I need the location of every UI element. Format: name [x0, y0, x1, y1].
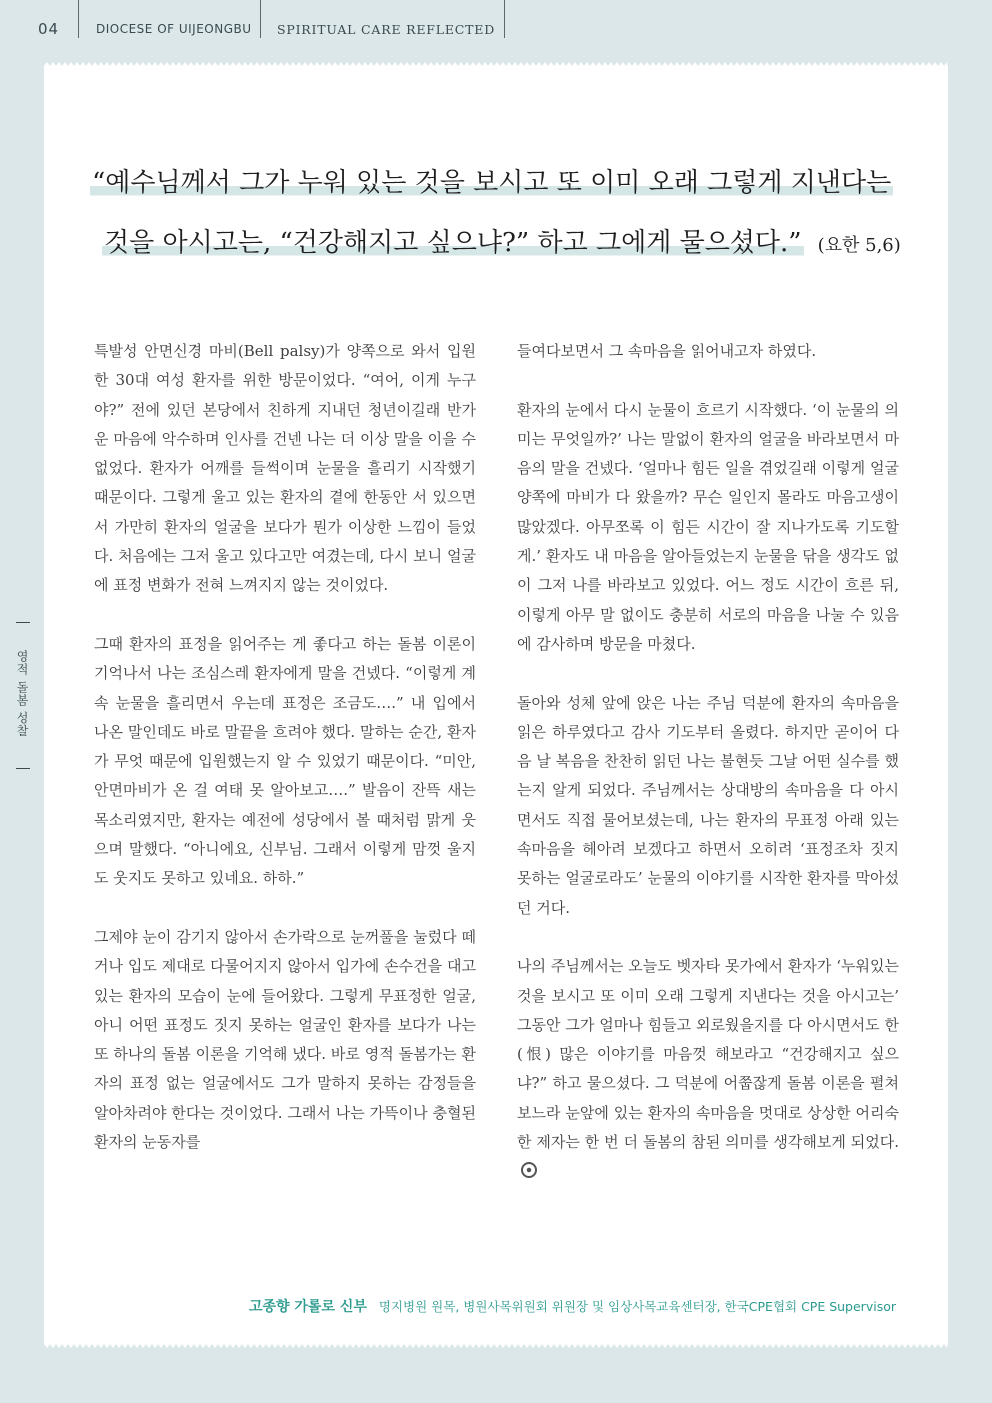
- page-number: 04: [38, 20, 60, 38]
- quote-line-1: [90, 150, 893, 216]
- paper-bottom-edge: [44, 1342, 948, 1350]
- paragraph: 돌아와 성체 앞에 앉은 나는 주님 덕분에 환자의 속마음을 읽은 하루였다고 감사 기도부터 올렸다. 하지만 곧이어 다음 날 복음을 찬찬히 읽던 나는 불현듯 그날 어떤 실수를 했는지 알게 되었다. 주님께서는 상대방의 속마음을 다 아시면서도 직접 물어보셨는데, 나는 환자의 무표정 아래 있는 속마음을 헤아려 보겠다고 하면서 오히려 ‘표정조차 짓지 못하는 얼굴로라도’ 눈물의 이야기를 시작한 환자를 막아섰던 거다.: [517, 693, 899, 917]
- section-name: SPIRITUAL CARE REFLECTED: [277, 22, 496, 37]
- page-header: [0, 0, 992, 40]
- paragraph: 특발성 안면신경 마비(Bell palsy)가 양쪽으로 와서 입원한 30대 여성 환자를 위한 방문이었다. “여어, 이게 누구야?” 전에 있던 본당에서 친하게 지내던 청년이길래 반가운 마음에 악수하며 인사를 건넨 나는 더 이상 말을 이을 수 없었다. 환자가 어깨를 들썩이며 눈물을 흘리기 시작했기 때문이다. 그렇게 울고 있는 환자의 곁에 한동안 서 있으면서 가만히 환자의 얼굴을 보다가 뭔가 이상한 느낌이 들었다. 처음에는 그저 울고 있다고만 여겼는데, 다시 보니 얼굴에 표정 변화가 전혀 느껴지지 않는 것이었다.: [94, 342, 476, 595]
- end-mark-icon: [521, 1162, 537, 1178]
- quote-text: 것을 아시고는, “건강해지고 싶으냐?” 하고 그에게 물으셨다.”: [104, 228, 802, 258]
- paragraph-last: [517, 952, 899, 1186]
- side-dash: [16, 622, 30, 623]
- paragraph: 그때 환자의 표정을 읽어주는 게 좋다고 하는 돌봄 이론이 기억나서 나는 조심스레 환자에게 말을 건넸다. “이렇게 계속 눈물을 흘리면서 우는데 표정은 조금도….” 내 입에서 나온 말인데도 바로 말끝을 흐려야 했다. 말하는 순간, 환자가 무엇 때문에 입원했는지 알 수 있었기 때문이다. “미안, 안면마비가 온 걸 여태 못 알아보고….” 발음이 잔뜩 새는 목소리였지만, 환자는 예전에 성당에서 볼 때처럼 맑게 웃으며 말했다. “아니에요, 신부님. 그래서 이렇게 맘껏 울지도 웃지도 못하고 있네요. 하하.”: [94, 634, 476, 888]
- header-divider: [260, 0, 261, 38]
- paragraph: 그제야 눈이 감기지 않아서 손가락으로 눈꺼풀을 눌렀다 떼거나 입도 제대로 다물어지지 않아서 입가에 손수건을 대고 있는 환자의 모습이 눈에 들어왔다. 그렇게 무표정한 얼굴, 아니 어떤 표정도 짓지 못하는 얼굴인 환자를 보다가 나는 또 하나의 돌봄 이론을 기억해 냈다. 바로 영적 돌봄가는 환자의 표정 없는 얼굴에서도 그가 말하지 못하는 감정들을 알아차려야 한다는 것이었다. 그래서 나는 가뜩이나 충혈된 환자의 눈동자를: [94, 927, 476, 1152]
- paragraph: 들여다보면서 그 속마음을 읽어내고자 하였다.: [517, 342, 817, 360]
- author-role: 명지병원 원목, 병원사목위원회 위원장 및 임상사목교육센터장, 한국CPE협회 CPE Supervisor: [378, 1299, 896, 1314]
- side-section-label: [12, 622, 34, 772]
- side-dash: [16, 768, 30, 769]
- publication-name: DIOCESE OF UIJEONGBU: [96, 22, 252, 36]
- side-label-text: 영적 돌봄 성찰: [15, 650, 29, 738]
- quote-line-2: [102, 210, 901, 279]
- author-name: 고종향 가롤로 신부: [248, 1299, 367, 1315]
- quote-text: “예수님께서 그가 누워 있는 것을 보시고 또 이미 오래 그렇게 지낸다는: [92, 168, 892, 198]
- scripture-reference: (요한 5,6): [817, 235, 901, 256]
- header-divider: [504, 0, 505, 38]
- header-divider: [78, 0, 79, 38]
- article-column-left: [94, 337, 476, 1187]
- paragraph: 환자의 눈에서 다시 눈물이 흐르기 시작했다. ‘이 눈물의 의미는 무엇일까?’ 나는 말없이 환자의 얼굴을 바라보면서 마음의 말을 건넸다. ‘얼마나 힘든 일을 겪었길래 이렇게 얼굴 양쪽에 마비가 다 왔을까? 무슨 일인지 몰라도 마음고생이 많았겠다. 아무쪼록 이 힘든 시간이 잘 지나가도록 기도할게.’ 환자도 내 마음을 알아들었는지 눈물을 닦을 생각도 없이 그저 나를 바라보고 있었다. 어느 정도 시간이 흐른 뒤, 이렇게 아무 말 없이도 충분히 서로의 마음을 나눌 수 있음에 감사하며 방문을 마쳤다.: [517, 400, 899, 653]
- author-byline: [249, 1296, 896, 1316]
- paragraph-text: 나의 주님께서는 오늘도 벳자타 못가에서 환자가 ‘누워있는 것을 보시고 또 이미 오래 그렇게 지낸다는 것을 아시고는’ 그동안 그가 얼마나 힘들고 외로웠을지를 다 아시면서도 한(恨) 많은 이야기를 마음껏 해보라고 “건강해지고 싶으냐?” 하고 물으셨다. 그 덕분에 어쭙잖게 돌봄 이론을 펼쳐보느라 눈앞에 있는 환자의 속마음을 멋대로 상상한 어리숙한 제자는 한 번 더 돌봄의 참된 의미를 생각해보게 되었다.: [517, 957, 899, 1152]
- article-column-right: [517, 337, 899, 1216]
